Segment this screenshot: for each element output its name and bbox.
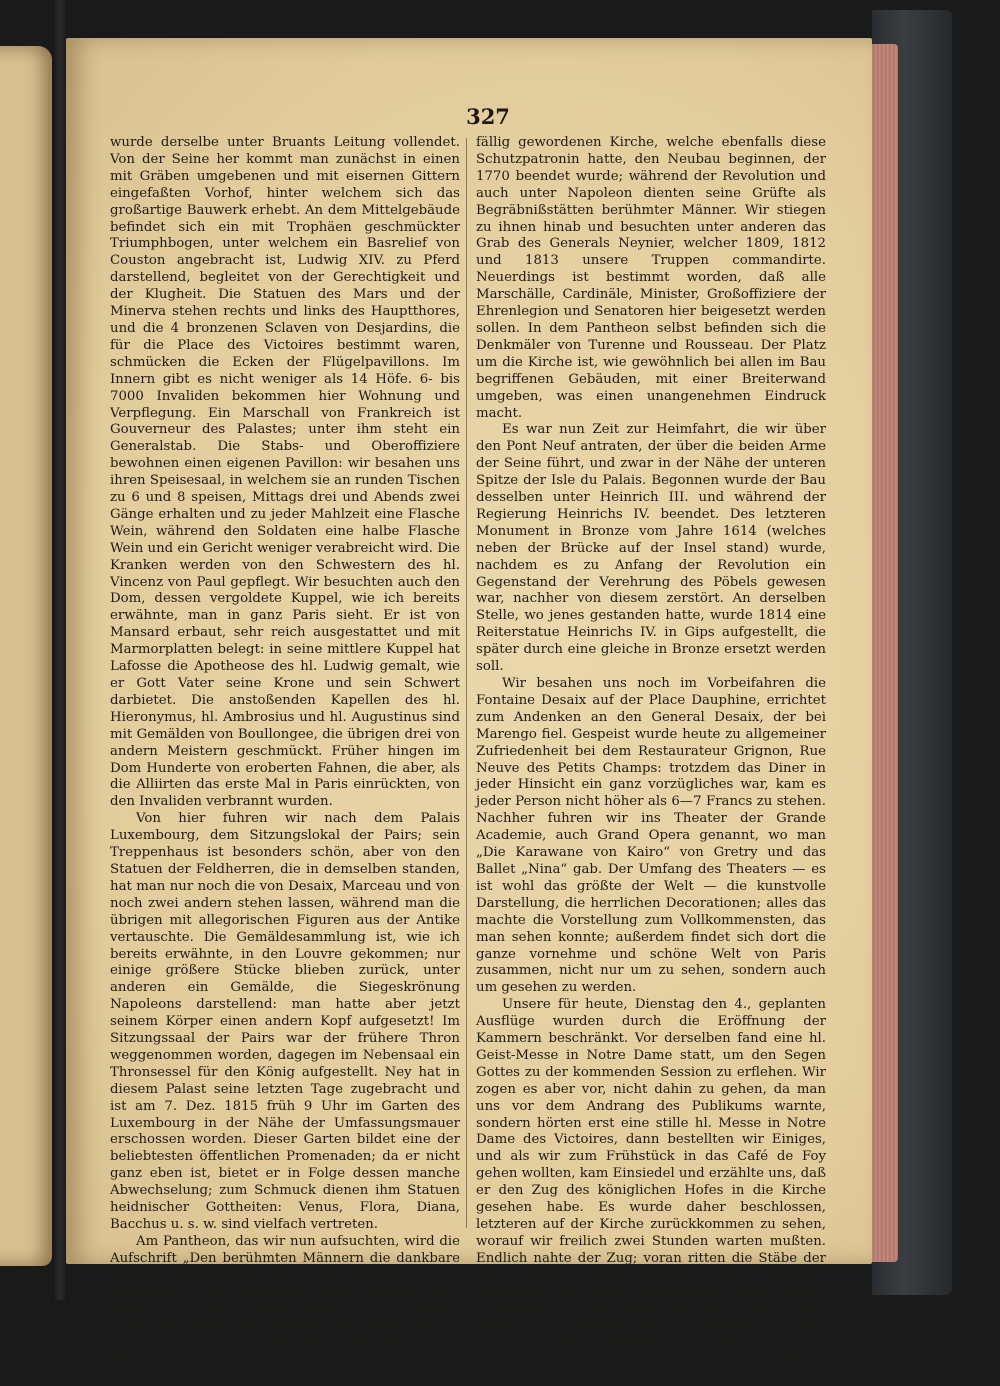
paragraph: Von hier fuhren wir nach dem Palais Luxembourg, dem Sitzungslokal der Pairs; sein Treppenhaus ist besonders schön, aber von den Statuen der Feldherren, die in demselben standen, hat man nur noch die von Desaix, Marceau und von noch zwei andern stehen lassen, während man die übrigen mit allegorischen Figuren aus der Antike vertauschte. Die Gemäldesammlung ist, wie ich bereits erwähnte, in den Louvre gekommen; nur einige größere Stücke blieben zurück, unter anderen ein Gemälde, die Siegeskrönung Napoleons darstellend: man hatte aber jetzt seinem Körper einen andern Kopf aufgesetzt! Im Sitzungssaal der Pairs war der frühere Thron weggenommen worden, dagegen im Nebensaal ein Thronsessel für den König aufgestellt. Ney hat in diesem Palast seine letzten Tage zugebracht und ist am 7. Dez. 1815 früh 9 Uhr im Garten des Luxembourg in der Nähe der Umfassungsmauer erschossen worden. Dieser Garten bildet eine der beliebtesten öffentlichen Promenaden; da er nicht ganz eben ist, bietet er in Folge dessen manche Abwechselung; zum Schmuck dienen ihm Statuen heidnischer Gottheiten: Venus, Flora, Diana, Bacchus u. s. w. sind vielfach vertreten. xyxy=(110,811,460,1232)
book-page xyxy=(66,38,872,1385)
paragraph: Am Pantheon, das wir nun aufsuchten, wird die Aufschrift „Den berühmten Männern die dankbare Nation“ ausgekratzt, um der früheren: „Ste. Geneviève“ Platz zu machen, da das Gebäude dem kirchlichen Cultus wiedergegeben und wie früher unter den Schutz der Patronin von Paris, der hl. Genoveva, gestellt werden soll. Ludwig XV. ließ an Stelle einer älteren, bau- xyxy=(110,1233,460,1368)
paragraph: fällig gewordenen Kirche, welche ebenfalls diese Schutzpatronin hatte, den Neubau beginnen, der 1770 beendet wurde; während der Revolution und auch unter Napoleon dienten seine Grüfte als Begräbnißstätten berühmter Männer. Wir stiegen zu ihnen hinab und besuchten unter anderen das Grab des Generals Neynier, welcher 1809, 1812 und 1813 unsere Truppen commandirte. Neuerdings ist bestimmt worden, daß alle Marschälle, Cardinäle, Minister, Großoffiziere der Ehrenlegion und Senatoren hier beigesetzt werden sollen. In dem Pantheon selbst befinden sich die Denkmäler von Turenne und Rousseau. Der Platz um die Kirche ist, wie gewöhnlich bei allen im Bau begriffenen Gebäuden, mit einer Breiterwand umgeben, was einen unangenehmen Eindruck macht. xyxy=(476,135,826,421)
paragraph: wurde derselbe unter Bruants Leitung vollendet. Von der Seine her kommt man zunächst in einen mit Gräben umgebenen und mit eisernen Gittern eingefaßten Vorhof, hinter welchem sich das großartige Bauwerk erhebt. An dem Mittelgebäude befindet sich ein mit Trophäen geschmückter Triumphbogen, unter welchem ein Basrelief von Couston angebracht ist, Ludwig XIV. zu Pferd darstellend, begleitet von der Gerechtigkeit und der Klugheit. Die Statuen des Mars und der Minerva stehen rechts und links des Hauptthores, und die 4 bronzenen Sclaven von Desjardins, die für die Place des Victoires bestimmt waren, schmücken die Ecken der Flügelpavillons. Im Innern gibt es nicht weniger als 14 Höfe. 6- bis 7000 Invaliden bekommen hier Wohnung und Verpflegung. Ein Marschall von Frankreich ist Gouverneur des Palastes; unter ihm steht ein Generalstab. Die Stabs- und Oberoffiziere bewohnen einen eigenen Pavillon: wir besahen uns ihren Speisesaal, in welchem sie an runden Tischen zu 6 und 8 speisen, Mittags drei und Abends zwei Gänge erhalten und zu jeder Mahlzeit eine Flasche Wein, während den Soldaten eine halbe Flasche Wein und ein Gericht weniger verabreicht wird. Die Kranken werden von den Schwestern des hl. Vincenz von Paul gepflegt. Wir besuchten auch den Dom, dessen vergoldete Kuppel, wie ich bereits erwähnte, man in ganz Paris sieht. Er ist von Mansard erbaut, sehr reich ausgestattet und mit Marmorplatten belegt: in seine mittlere Kuppel hat Lafosse die Apotheose des hl. Ludwig gemalt, wie er Gott Vater seine Krone und sein Schwert darbietet. Die anstoßenden Kapellen des hl. Hieronymus, hl. Ambrosius und hl. Augustinus sind mit Gemälden von Boullongee, die übrigen drei von andern Meistern geschmückt. Früher hingen im Dom Hunderte von eroberten Fahnen, die aber, als die Alliirten das erste Mal in Paris einrückten, von den Invaliden verbrannt wurden. xyxy=(110,135,460,810)
paragraph: Wir besahen uns noch im Vorbeifahren die Fontaine Desaix auf der Place Dauphine, errichtet zum Andenken an den General Desaix, der bei Marengo fiel. Gespeist wurde heute zu allgemeiner Zufriedenheit bei dem Restaurateur Grignon, Rue Neuve des Petits Champs: trotzdem das Diner in jeder Hinsicht ein ganz vorzügliches war, kam es jeder Person nicht höher als 6—7 Francs zu stehen. Nachher fuhren wir ins Theater der Grande Academie, auch Grand Opera genannt, wo man „Die Karawane von Kairo“ von Gretry und das Ballet „Nina“ gab. Der Umfang des Theaters — es ist wohl das größte der Welt — die kunstvolle Darstellung, die herrlichen Decorationen; alles das machte die Vorstellung zum Vollkommensten, das man sehen konnte; außerdem findet sich dort die ganze vornehme und schöne Welt von Paris zusammen, nicht nur um zu sehen, sondern auch um gesehen zu werden. xyxy=(476,676,826,996)
left-page-edge xyxy=(0,46,52,1266)
column-divider xyxy=(466,138,467,1228)
paragraph: Es war nun Zeit zur Heimfahrt, die wir über den Pont Neuf antraten, der über die beiden Arme der Seine führt, und zwar in der Nähe der unteren Spitze der Isle du Palais. Begonnen wurde der Bau desselben unter Heinrich III. und während der Regierung Heinrichs IV. beendet. Des letzteren Monument in Bronze vom Jahre 1614 (welches neben der Brücke auf der Insel stand) wurde, nachdem es zu Anfang der Revolution ein Gegenstand der Verehrung des Pöbels gewesen war, nachher von diesem zerstört. An derselben Stelle, wo jenes gestanden hatte, wurde 1814 eine Reiterstatue Heinrichs IV. in Gips aufgestellt, die später durch eine gleiche in Bronze ersetzt werden soll. xyxy=(476,422,826,675)
paragraph: Unsere für heute, Dienstag den 4., geplanten Ausflüge wurden durch die Eröffnung der Kammern beschränkt. Vor derselben fand eine hl. Geist-Messe in Notre Dame statt, um den Segen Gottes zu der kommenden Session zu erflehen. Wir zogen es aber vor, nicht dahin zu gehen, da man uns vor dem Andrang des Publikums warnte, sondern hörten erst eine stille hl. Messe in Notre Dame des Victoires, dann bestellten wir Einiges, und als wir zum Frühstück in das Café de Foy gehen wollten, kam Einsiedel und erzählte uns, daß er den Zug des königlichen Hofes in die Kirche gesehen habe. Es wurde daher beschlossen, letzteren auf der Kirche zurückkommen zu sehen, worauf wir freilich zwei Stunden warten mußten. Endlich nahte der Zug; voran ritten die Stäbe der kgl. Garden, dann kamen viele 8spännige Galawagen, in welchen Hofchargen saßen, hierauf 4 Herolde und hinter diesen die Wagen mit der kgl. Familie. Die Equipagen waren prachtvoll und sollen (wie uns der Lohnbediente erzählte) bei der Vermählungsfeier Marie Louisens Verwendung gefunden xyxy=(476,997,826,1385)
right-column xyxy=(476,135,826,1385)
page-number: 327 xyxy=(466,104,510,129)
left-column xyxy=(110,135,460,1368)
